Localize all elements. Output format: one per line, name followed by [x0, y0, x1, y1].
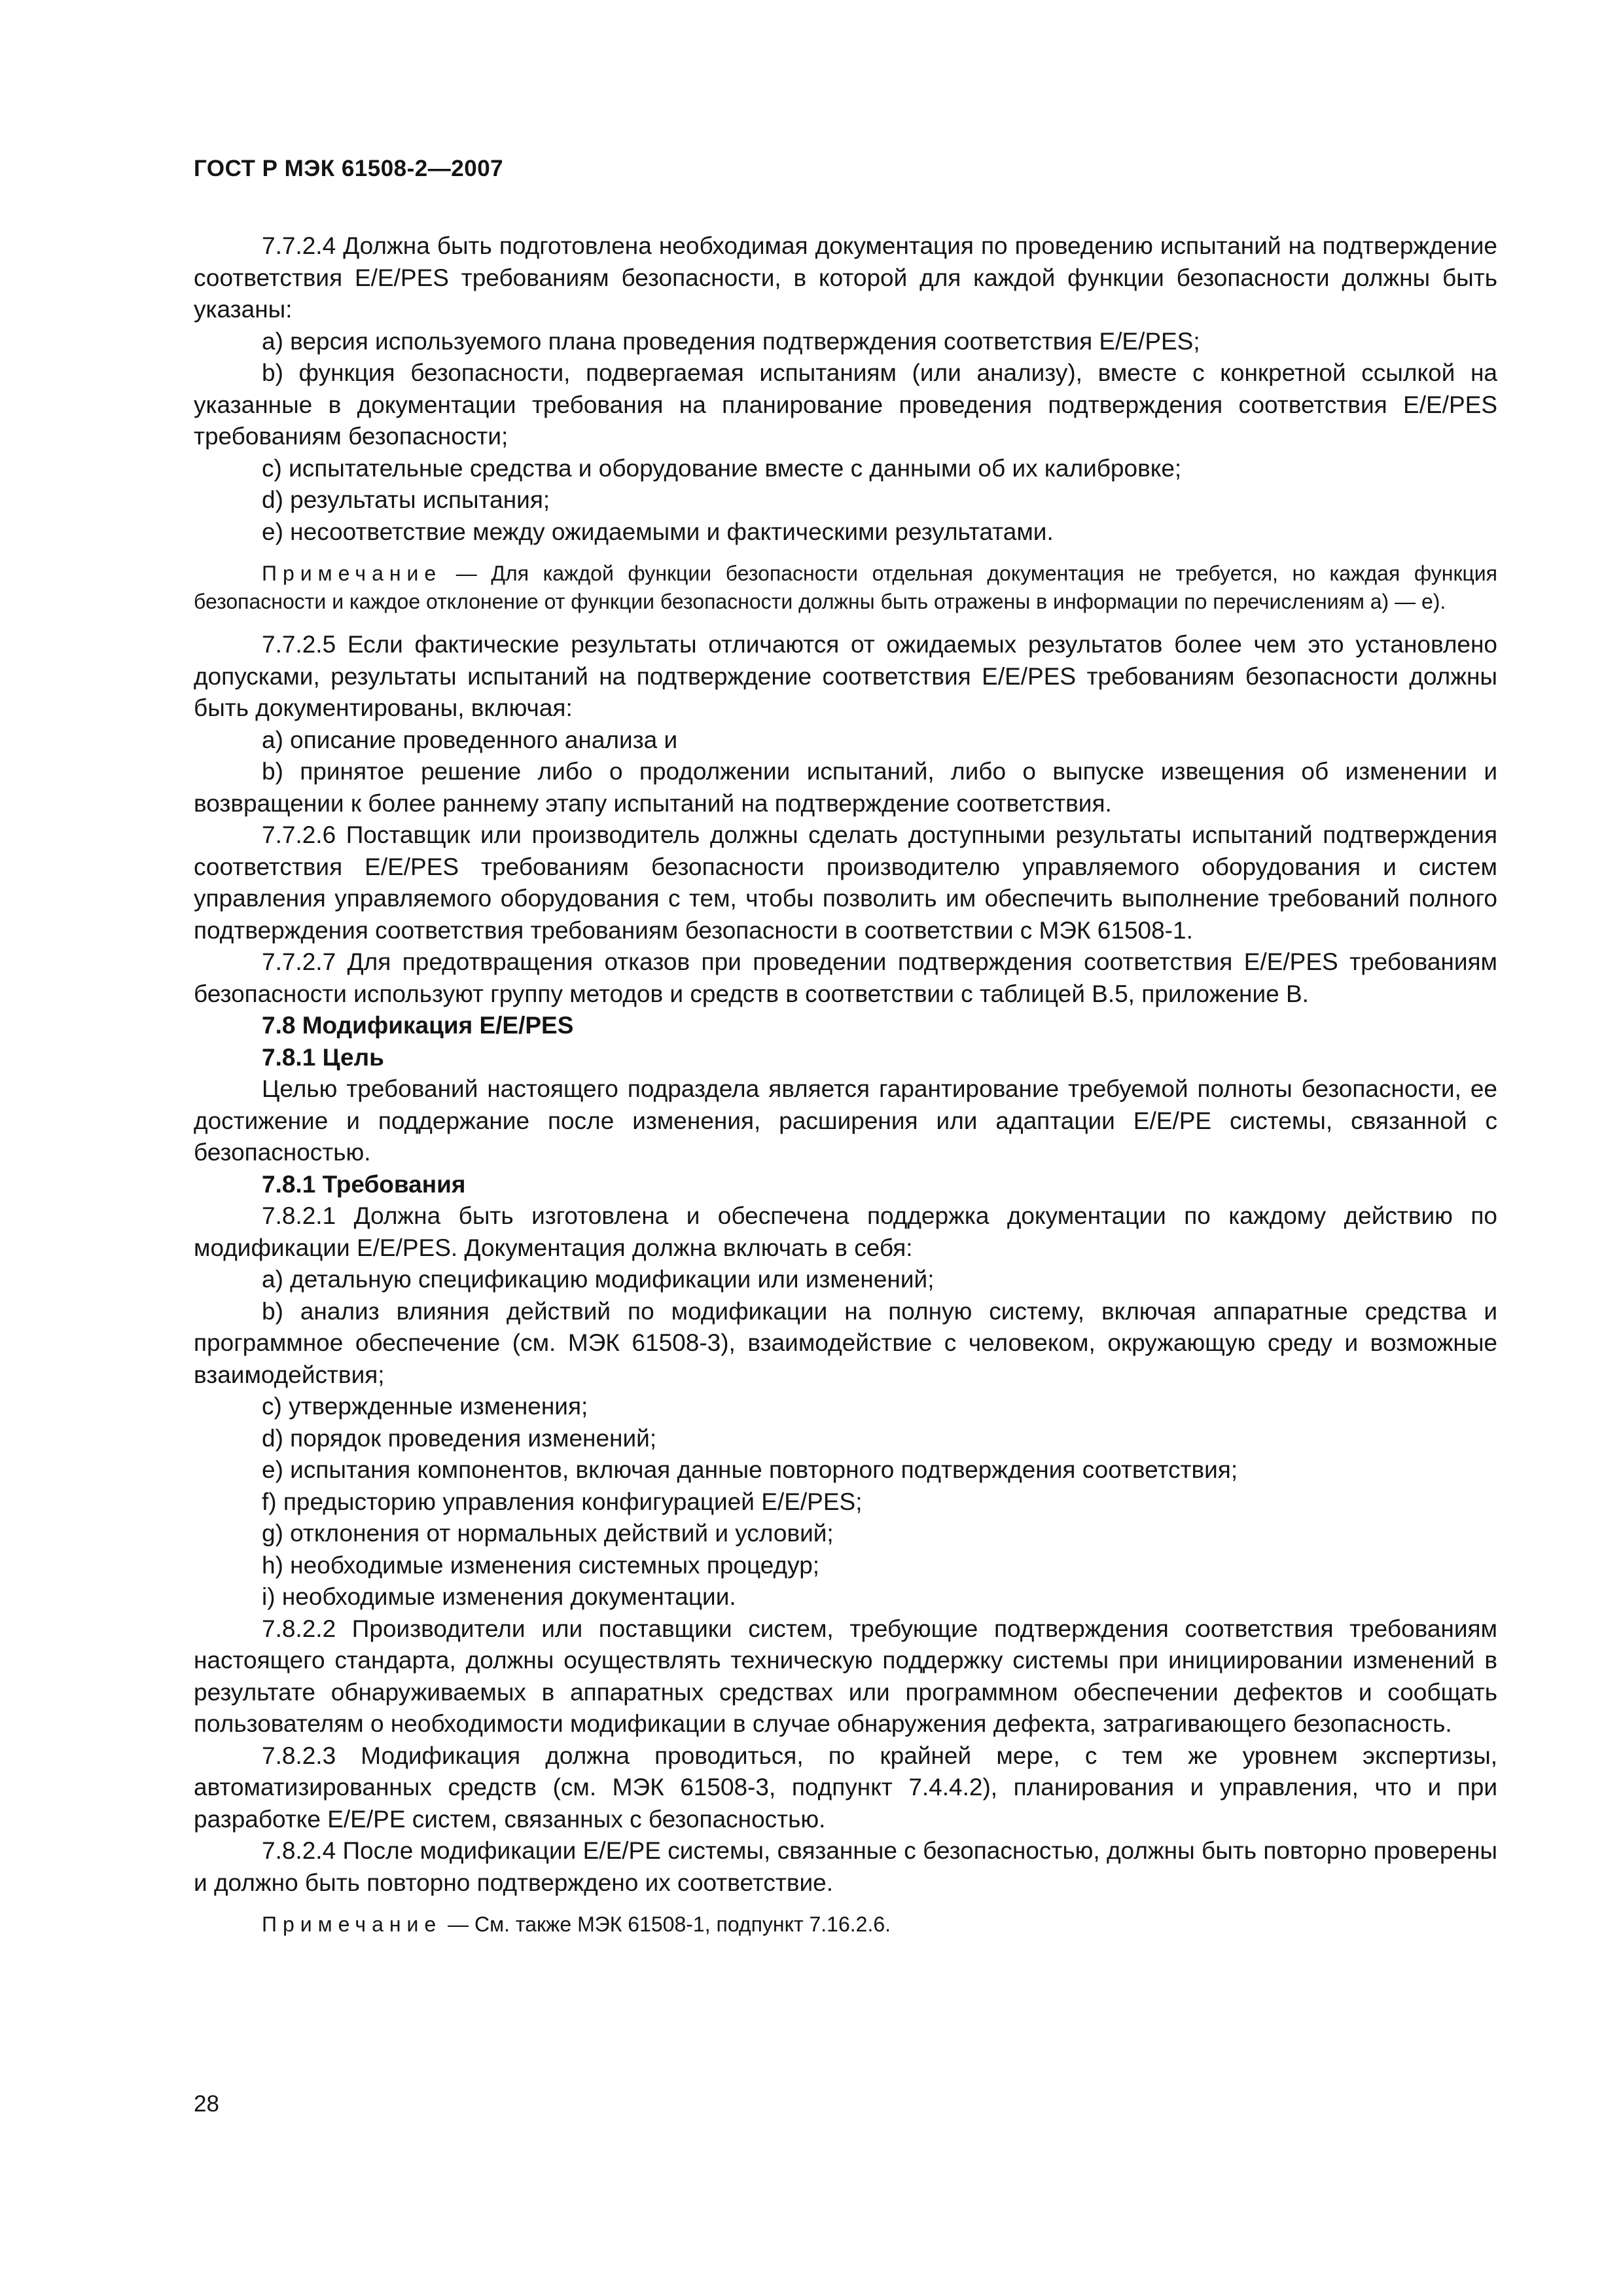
document-body — [194, 230, 1497, 1952]
list-item: d) порядок проведения изменений; — [262, 1424, 657, 1452]
note-label: Примечание — [262, 562, 442, 585]
page-number: 28 — [194, 2091, 219, 2117]
note-label: Примечание — [262, 1912, 442, 1936]
subsection-heading-requirements: 7.8.1 Требования — [262, 1170, 466, 1198]
note-text: — См. также МЭК 61508-1, подпункт 7.16.2.6. — [442, 1912, 891, 1936]
clause-7-8-2-2: 7.8.2.2 Производители или поставщики систем, требующие подтверждения соответствия требованиям настоящего стандарта, должны осуществлять техническую поддержку системы при инициировании изменений в результате обнаруживаемых в аппаратных средствах или программном обеспечении дефектов и сообщать пользователям о необходимости модификации в случае обнаружения дефекта, затрагивающего безопасность. — [194, 1615, 1497, 1737]
list-item: с) испытательные средства и оборудование вместе с данными об их калибровке; — [262, 454, 1182, 482]
clause-7-8-2-4: 7.8.2.4 После модификации E/E/PE системы, связанные с безопасностью, должны быть повторно проверены и должно быть повторно подтверждено их соответствие. — [194, 1837, 1497, 1896]
clause-7-7-2-7: 7.7.2.7 Для предотвращения отказов при проведении подтверждения соответствия E/E/PES требованиям безопасности используют группу методов и средств в соответствии с таблицей В.5, приложение В. — [194, 948, 1497, 1007]
document-header: ГОСТ Р МЭК 61508-2—2007 — [194, 156, 504, 181]
list-item: а) версия используемого плана проведения подтверждения соответствия E/E/PES; — [262, 327, 1200, 355]
list-item: b) анализ влияния действий по модификации на полную систему, включая аппаратные средства и программное обеспечение (см. МЭК 61508-3), взаимодействие с человеком, окружающую среду и возможные взаимодействия; — [194, 1297, 1497, 1388]
note-1 — [194, 560, 1497, 616]
clause-7-7-2-5: 7.7.2.5 Если фактические результаты отличаются от ожидаемых результатов более чем это установлено допусками, результаты испытаний на подтверждение соответствия E/E/PES требованиям безопасности должны быть документированы, включая: — [194, 631, 1497, 721]
list-item: а) описание проведенного анализа и — [262, 726, 678, 753]
note-2 — [194, 1910, 1497, 1939]
list-item: h) необходимые изменения системных процедур; — [262, 1551, 820, 1579]
note-text: — Для каждой функции безопасности отдельная документация не требуется, но каждая функция безопасности и каждое отклонение от функции безопасности должны быть отражены в информации по перечислениям а) — е). — [194, 562, 1497, 613]
goal-paragraph: Целью требований настоящего подраздела является гарантирование требуемой полноты безопасности, ее достижение и поддержание после изменения, расширения или адаптации E/E/PE системы, связанной с безопасностью. — [194, 1075, 1497, 1166]
list-item: е) испытания компонентов, включая данные повторного подтверждения соответствия; — [262, 1456, 1238, 1483]
list-item: f) предысторию управления конфигурацией E/E/PES; — [262, 1488, 863, 1515]
list-item: g) отклонения от нормальных действий и условий; — [262, 1520, 834, 1547]
list-item: i) необходимые изменения документации. — [262, 1583, 736, 1610]
clause-7-8-2-3: 7.8.2.3 Модификация должна проводиться, по крайней мере, с тем же уровнем экспертизы, автоматизированных средств (см. МЭК 61508-3, подпункт 7.4.4.2), планирования и управления, что и при разработке E/E/PE систем, связанных с безопасностью. — [194, 1742, 1497, 1833]
list-item: b) принятое решение либо о продолжении испытаний, либо о выпуске извещения об изменении и возвращении к более раннему этапу испытаний на подтверждение соответствия. — [194, 758, 1497, 817]
section-heading-7-8: 7.8 Модификация E/E/PES — [262, 1012, 574, 1039]
clause-7-8-2-1: 7.8.2.1 Должна быть изготовлена и обеспечена поддержка документации по каждому действию по модификации E/E/PES. Документация должна включать в себя: — [194, 1202, 1497, 1261]
clause-7-7-2-4: 7.7.2.4 Должна быть подготовлена необходимая документация по проведению испытаний на подтверждение соответствия E/E/PES требованиям безопасности, в которой для каждой функции безопасности должны быть указаны: — [194, 232, 1497, 323]
list-item: а) детальную спецификацию модификации или изменений; — [262, 1266, 935, 1293]
clause-7-7-2-6: 7.7.2.6 Поставщик или производитель должны сделать доступными результаты испытаний подтверждения соответствия E/E/PES требованиям безопасности производителю управляемого оборудования и систем управления управляемого оборудования с тем, чтобы позволить им обеспечить выполнение требований полного подтверждения соответствия требованиям безопасности в соответствии с МЭК 61508-1. — [194, 821, 1497, 944]
list-item: d) результаты испытания; — [262, 486, 550, 513]
list-item: с) утвержденные изменения; — [262, 1393, 588, 1420]
subsection-heading-goal: 7.8.1 Цель — [262, 1043, 384, 1071]
list-item: b) функция безопасности, подвергаемая испытаниям (или анализу), вместе с конкретной ссылкой на указанные в документации требования на планирование проведения подтверждения соответствия E/E/PES требованиям безопасности; — [194, 359, 1497, 450]
list-item: е) несоответствие между ожидаемыми и фактическими результатами. — [262, 518, 1054, 545]
